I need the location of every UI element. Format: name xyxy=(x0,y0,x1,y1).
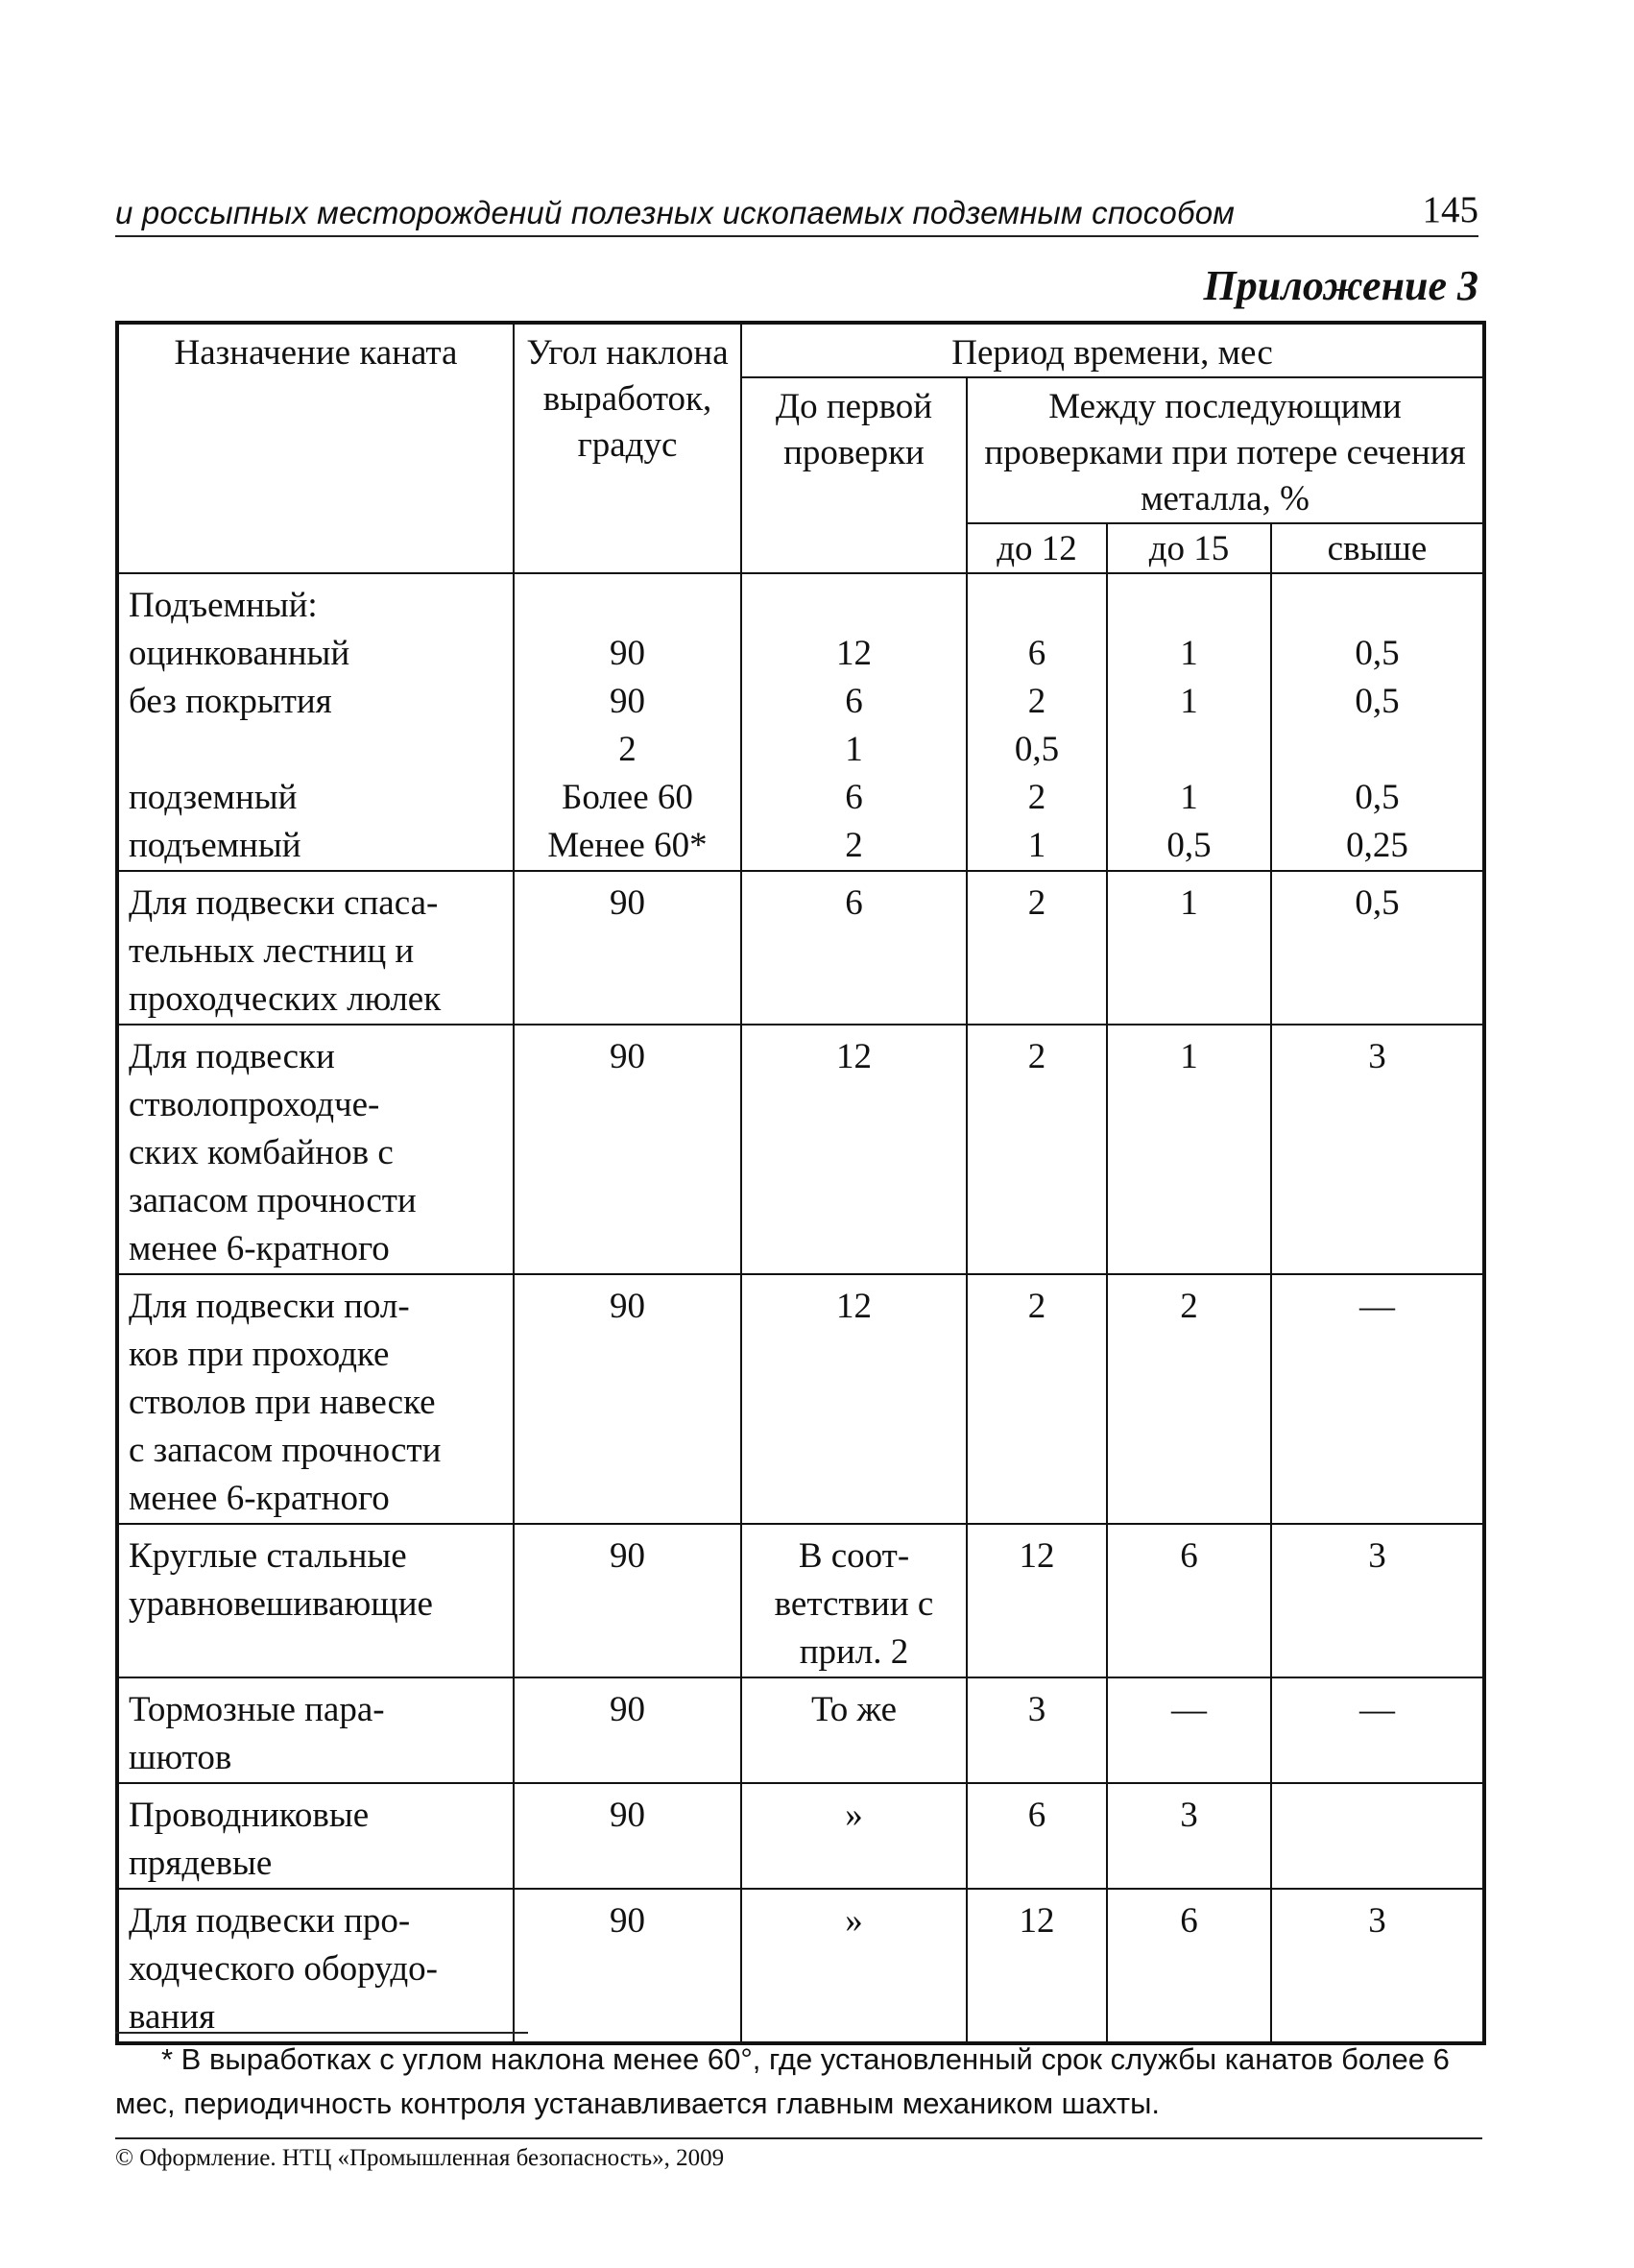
table-row xyxy=(117,1524,1484,1677)
cell-angle: 90 xyxy=(514,1783,741,1889)
cell-purpose: Для подвески стволопроходче- ских комбайнов с запасом прочности менее 6-кратного xyxy=(117,1025,514,1274)
cell-first-check: » xyxy=(741,1889,967,2043)
copyright: © Оформление. НТЦ «Промышленная безопасность», 2009 xyxy=(115,2145,725,2171)
cell-first-check: 6 xyxy=(741,871,967,1025)
table-row xyxy=(117,1677,1484,1783)
appendix-label: Приложение 3 xyxy=(1203,262,1478,309)
cell-first-check: 12 xyxy=(741,1274,967,1524)
cell-over xyxy=(1271,1783,1484,1889)
footnote-divider xyxy=(115,2032,528,2034)
cell-up-to-12: 2 xyxy=(967,1274,1107,1524)
header-over: свыше xyxy=(1271,523,1484,573)
cell-up-to-15: 1 xyxy=(1107,871,1271,1025)
cell-first-check: В соот- ветствии с прил. 2 xyxy=(741,1524,967,1677)
cell-angle: 90 xyxy=(514,1274,741,1524)
header-up-to-12: до 12 xyxy=(967,523,1107,573)
cell-angle: 90 xyxy=(514,1677,741,1783)
cell-angle: 90 90 2 Более 60 Менее 60* xyxy=(514,573,741,871)
table-row xyxy=(117,1274,1484,1524)
cell-purpose: Круглые стальные уравновешивающие xyxy=(117,1524,514,1677)
table-row xyxy=(117,1025,1484,1274)
cell-up-to-12: 6 xyxy=(967,1783,1107,1889)
cell-purpose: Для подвески спаса- тельных лестниц и проходческих люлек xyxy=(117,871,514,1025)
cell-up-to-12: 2 xyxy=(967,871,1107,1025)
header-purpose: Назначение каната xyxy=(117,323,514,573)
table-row xyxy=(117,1783,1484,1889)
cell-up-to-15: 2 xyxy=(1107,1274,1271,1524)
cell-angle: 90 xyxy=(514,871,741,1025)
cell-up-to-12: 12 xyxy=(967,1524,1107,1677)
cell-up-to-12: 6 2 0,5 2 1 xyxy=(967,573,1107,871)
header-between-checks: Между последующими проверками при потере сечения металла, % xyxy=(967,377,1484,523)
cell-over: 3 xyxy=(1271,1889,1484,2043)
cell-first-check: » xyxy=(741,1783,967,1889)
cell-over: 0,5 0,5 0,5 0,25 xyxy=(1271,573,1484,871)
cell-purpose: Для подвески про- ходческого оборудо- вания xyxy=(117,1889,514,2043)
copyright-divider xyxy=(115,2137,1482,2139)
cell-purpose: Для подвески пол- ков при проходке стволов при навеске с запасом прочности менее 6-кратного xyxy=(117,1274,514,1524)
cell-up-to-15: 1 xyxy=(1107,1025,1271,1274)
header-angle: Угол наклона выработок, градус xyxy=(514,323,741,573)
table-body xyxy=(117,573,1484,2043)
cell-angle: 90 xyxy=(514,1025,741,1274)
cell-angle: 90 xyxy=(514,1524,741,1677)
cell-over: 3 xyxy=(1271,1025,1484,1274)
cell-over: 0,5 xyxy=(1271,871,1484,1025)
header-period: Период времени, мес xyxy=(741,323,1484,377)
running-header xyxy=(115,188,1478,237)
header-up-to-15: до 15 xyxy=(1107,523,1271,573)
table-row xyxy=(117,1889,1484,2043)
cell-over: — xyxy=(1271,1677,1484,1783)
cell-up-to-12: 3 xyxy=(967,1677,1107,1783)
header-first-check: До первой проверки xyxy=(741,377,967,573)
cell-first-check: То же xyxy=(741,1677,967,1783)
cell-over: 3 xyxy=(1271,1524,1484,1677)
cell-purpose: Проводниковые прядевые xyxy=(117,1783,514,1889)
rope-inspection-table xyxy=(115,321,1486,2045)
cell-up-to-15: 6 xyxy=(1107,1889,1271,2043)
cell-first-check: 12 xyxy=(741,1025,967,1274)
cell-up-to-12: 12 xyxy=(967,1889,1107,2043)
cell-first-check: 12 6 1 6 2 xyxy=(741,573,967,871)
cell-up-to-15: 6 xyxy=(1107,1524,1271,1677)
cell-up-to-15: 3 xyxy=(1107,1783,1271,1889)
cell-up-to-15: — xyxy=(1107,1677,1271,1783)
footnote: * В выработках с углом наклона менее 60°, где установленный срок службы канатов более 6 мес, периодичность контроля устанавливается главным механиком шахты. xyxy=(115,2042,1450,2120)
table-row xyxy=(117,573,1484,871)
cell-over: — xyxy=(1271,1274,1484,1524)
running-title: и россыпных месторождений полезных ископаемых подземным способом xyxy=(115,195,1236,230)
cell-purpose: Подъемный: оцинкованный без покрытия подземный подъемный xyxy=(117,573,514,871)
table-row xyxy=(117,871,1484,1025)
cell-purpose: Тормозные пара- шютов xyxy=(117,1677,514,1783)
cell-angle: 90 xyxy=(514,1889,741,2043)
page-number: 145 xyxy=(1422,189,1478,230)
cell-up-to-15: 1 1 1 0,5 xyxy=(1107,573,1271,871)
cell-up-to-12: 2 xyxy=(967,1025,1107,1274)
